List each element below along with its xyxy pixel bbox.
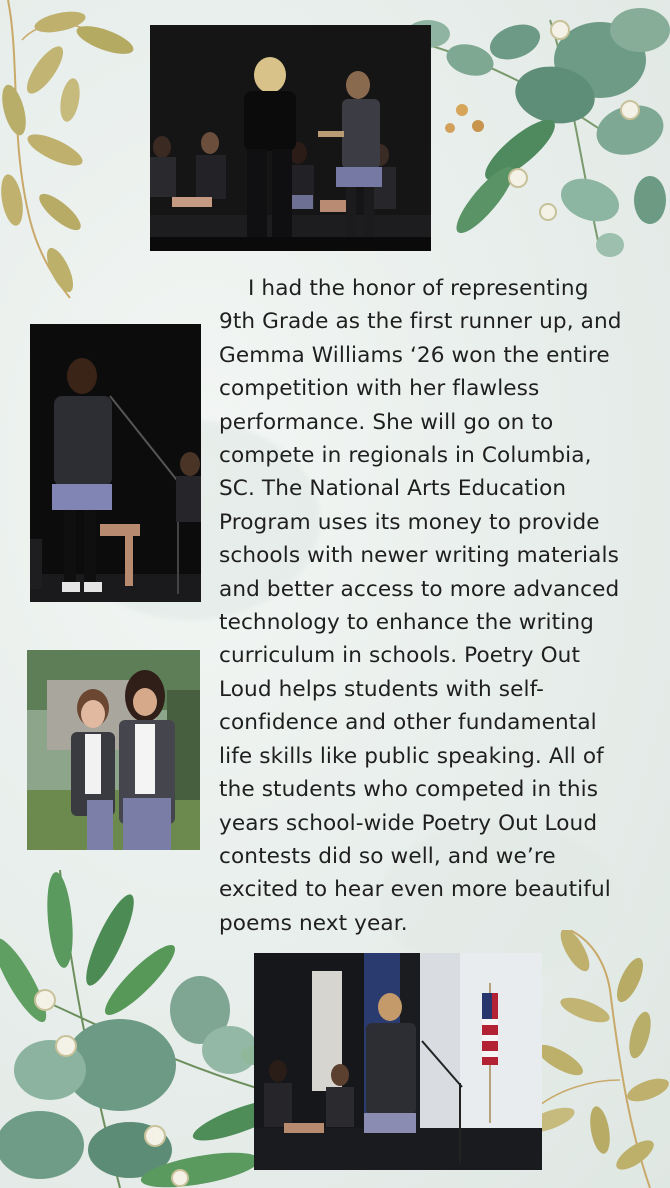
- article-line: excited to hear even more beautiful: [219, 877, 611, 903]
- article-line: years school-wide Poetry Out Loud: [219, 810, 598, 836]
- article-line: I had the honor of representing: [248, 276, 589, 301]
- article-line: competition with her flawless: [219, 376, 540, 402]
- article-line: poems next year.: [219, 910, 408, 936]
- article-line: contests did so well, and we’re: [219, 843, 556, 869]
- article-line: schools with newer writing materials: [219, 543, 619, 569]
- olive-branch-top-left-icon: [0, 0, 150, 300]
- photo-student-on-stage-with-flag: [254, 953, 542, 1170]
- article-line: confidence and other fundamental: [219, 710, 597, 736]
- photo-award-presentation: [150, 25, 431, 251]
- article-line: Loud helps students with self-: [219, 676, 544, 702]
- article-body: [219, 272, 649, 940]
- photo-student-at-microphone: [30, 324, 201, 602]
- eucalyptus-cluster-top-right-icon: [400, 0, 670, 265]
- article-line: compete in regionals in Columbia,: [219, 443, 592, 469]
- article-line: 9th Grade as the first runner up, and: [219, 309, 622, 335]
- olive-branch-bottom-right-icon: [530, 930, 670, 1188]
- article-line: performance. She will go on to: [219, 409, 554, 435]
- article-line: SC. The National Arts Education: [219, 476, 567, 502]
- article-line: and better access to more advanced: [219, 576, 620, 602]
- article-line: life skills like public speaking. All of: [219, 743, 604, 769]
- article-line: Program uses its money to provide: [219, 509, 600, 535]
- article-line: Gemma Williams ‘26 won the entire: [219, 342, 610, 368]
- article-line: curriculum in schools. Poetry Out: [219, 643, 581, 669]
- article-line: the students who competed in this: [219, 777, 599, 803]
- photo-two-students-outdoors: [27, 650, 200, 850]
- article-line: technology to enhance the writing: [219, 610, 594, 636]
